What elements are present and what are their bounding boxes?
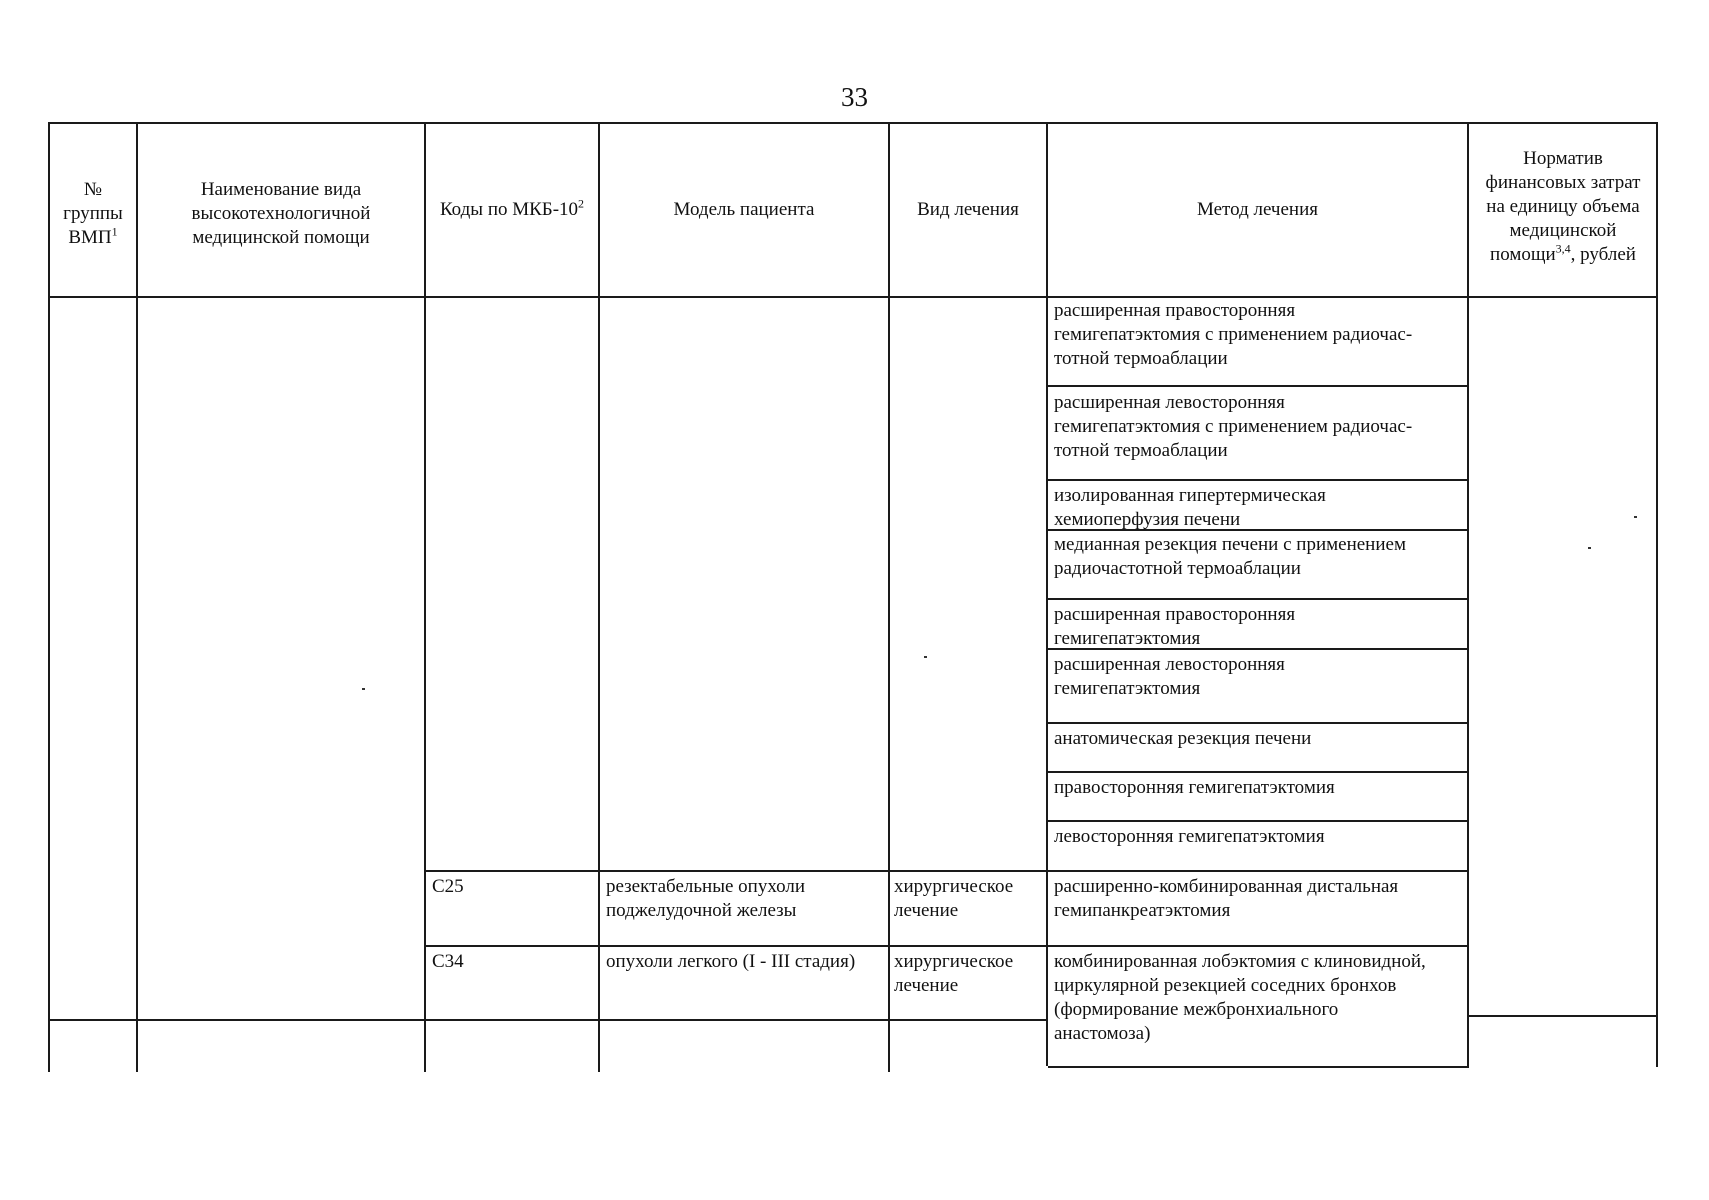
header-group-number: № группы ВМП$^1$ (63, 179, 123, 248)
method-cell: расширенная правосторонняя гемигепатэктомия (1054, 604, 1296, 649)
icd-code-cell: C25 (432, 876, 464, 897)
scan-speck (1634, 516, 1637, 518)
header-care-type: Наименование вида высокотехнологичной медицинской помощи (191, 179, 371, 248)
header-bottom-border (48, 296, 1658, 298)
method-bottom-border (1048, 1066, 1469, 1068)
col-border (598, 122, 600, 1072)
treatment-type-cell: хирургическое лечение (894, 951, 1014, 996)
norm-divider (1469, 1015, 1658, 1017)
page-number: 33 (841, 82, 868, 112)
header-cost-norm: Норматив финансовых затрат на единицу объема медицинской помощи$^{3,4}$, рублей (1485, 148, 1641, 265)
method-cell: левосторонняя гемигепатэктомия (1054, 826, 1325, 847)
method-divider (1048, 479, 1469, 481)
col-border (1046, 122, 1048, 1066)
row-divider (424, 870, 1469, 872)
icd-code-cell: C34 (432, 951, 464, 972)
method-cell: медианная резекция печени с применением радиочастотной термоаблации (1054, 534, 1406, 579)
method-cell: правосторонняя гемигепатэктомия (1054, 777, 1335, 798)
method-cell: анатомическая резекция печени (1054, 728, 1312, 749)
scan-speck (362, 688, 365, 690)
method-cell: расширенная правосторонняя гемигепатэктомия с применением радиочас- тотной термоаблации (1054, 300, 1413, 369)
row-divider (424, 945, 1469, 947)
patient-model-cell: резектабельные опухоли поджелудочной железы (606, 876, 806, 921)
method-divider (1048, 771, 1469, 773)
col-border (1467, 122, 1469, 1066)
method-divider (1048, 598, 1469, 600)
treatment-type-cell: хирургическое лечение (894, 876, 1014, 921)
col-border (424, 122, 426, 1072)
col-border (1656, 122, 1658, 1067)
method-divider (1048, 385, 1469, 387)
header-treatment-method: Метод лечения (1196, 199, 1318, 220)
method-cell: расширенная левосторонняя гемигепатэктомия (1054, 654, 1285, 699)
col-border (136, 122, 138, 1072)
header-top-border (48, 122, 1658, 124)
header-patient-model: Модель пациента (673, 199, 815, 220)
header-treatment-type: Вид лечения (917, 199, 1019, 220)
patient-model-cell: опухоли легкого (I - III стадия) (606, 951, 856, 972)
header-icd-codes: Коды по МКБ-$10^2$ (439, 196, 585, 220)
scan-speck (1588, 547, 1591, 549)
scan-speck (924, 656, 927, 658)
method-cell: изолированная гипертермическая хемиоперфузия печени (1054, 485, 1326, 530)
col-border (888, 122, 890, 1072)
section-divider (48, 1019, 1048, 1021)
col-border (48, 122, 50, 1072)
method-cell: расширенно-комбинированная дистальная гемипанкреатэктомия (1054, 876, 1399, 921)
method-cell: комбинированная лобэктомия с клиновидной, циркулярной резекцией соседних бронхов (формирование межбронхиального анастомоза) (1054, 951, 1426, 1044)
method-divider (1048, 820, 1469, 822)
method-cell: расширенная левосторонняя гемигепатэктомия с применением радиочас- тотной термоаблации (1054, 392, 1413, 461)
method-divider (1048, 722, 1469, 724)
